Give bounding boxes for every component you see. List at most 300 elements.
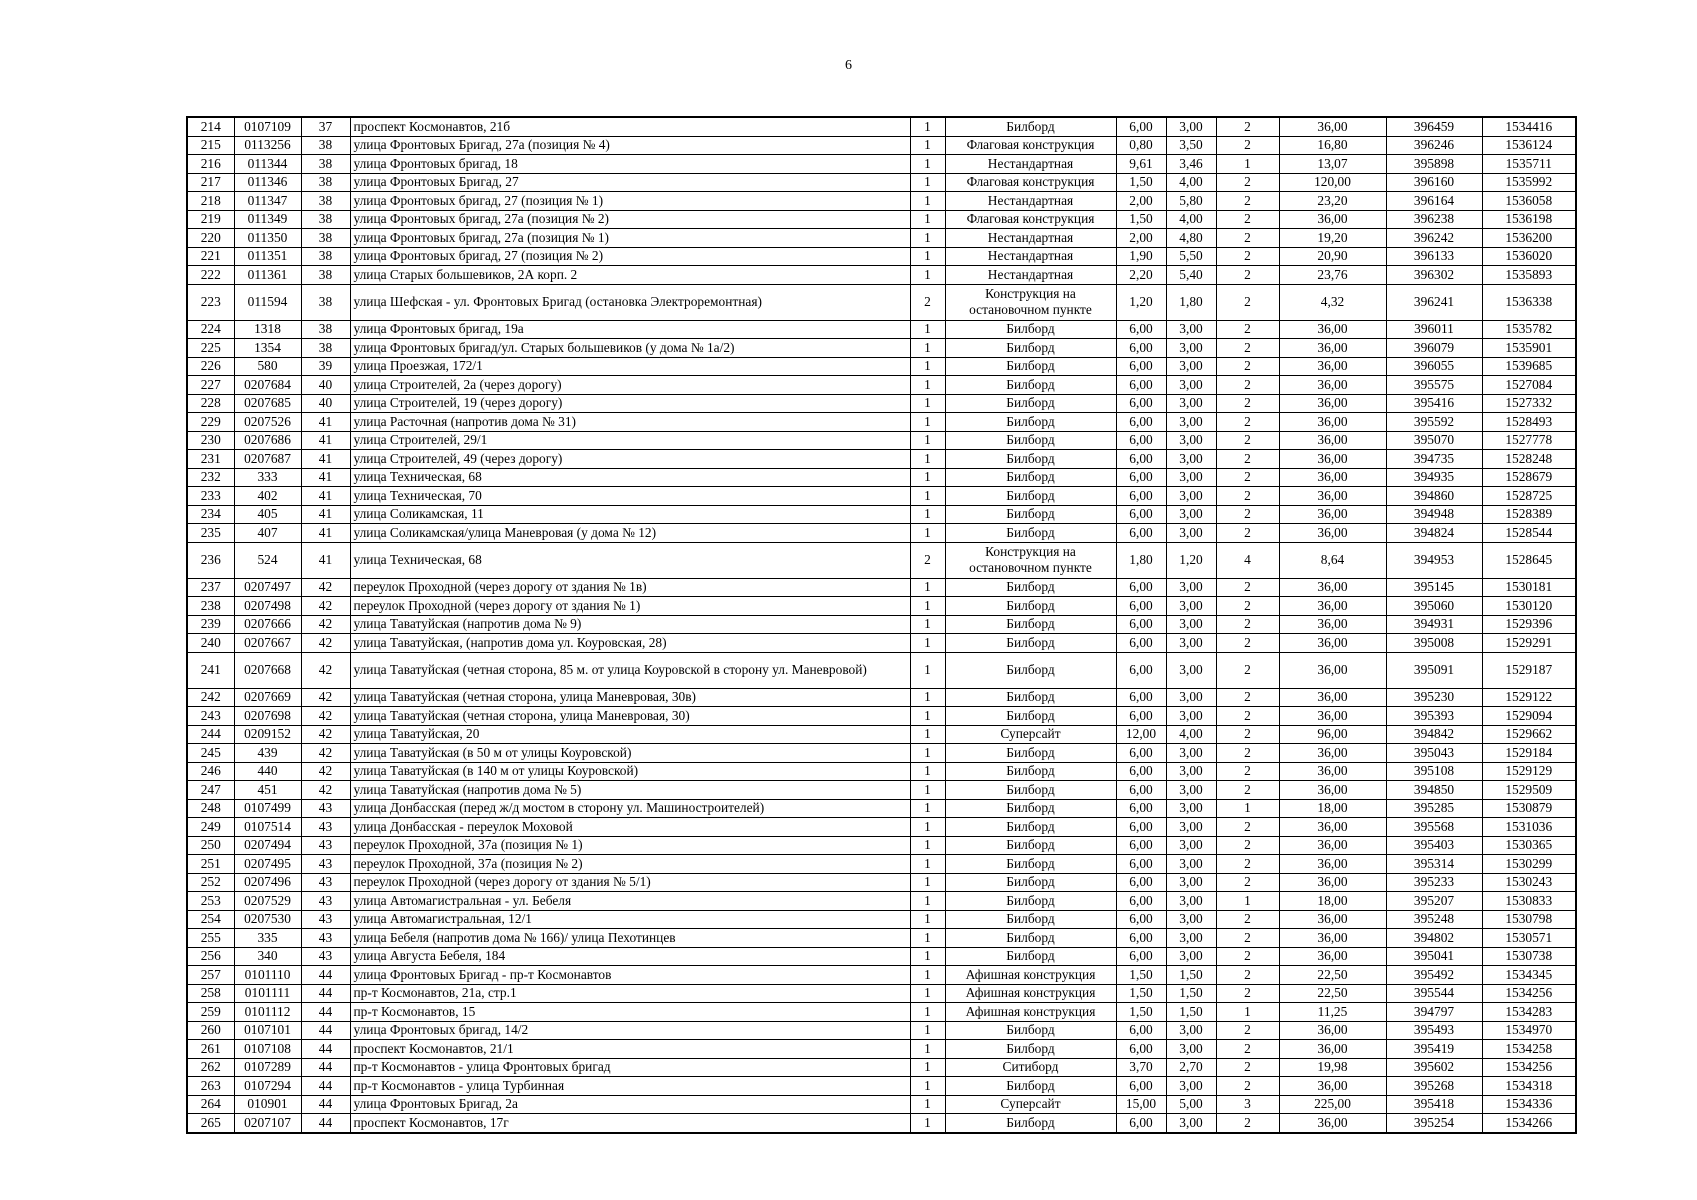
cell-coord-y: 1529184 [1482, 744, 1576, 763]
cell-construction-type: Билборд [945, 1114, 1116, 1133]
cell-width: 6,00 [1116, 855, 1166, 874]
cell-coord-x: 394735 [1386, 450, 1482, 469]
table-row [187, 357, 1576, 376]
cell-coord-y: 1528389 [1482, 505, 1576, 524]
cell-sides-count: 1 [910, 855, 945, 874]
cell-width: 0,80 [1116, 136, 1166, 155]
cell-faces: 2 [1216, 468, 1279, 487]
cell-faces: 2 [1216, 873, 1279, 892]
cell-construction-code: 405 [234, 505, 301, 524]
cell-height: 3,00 [1166, 578, 1216, 597]
cell-construction-type: Билборд [945, 339, 1116, 358]
table-row [187, 136, 1576, 155]
cell-width: 6,00 [1116, 320, 1166, 339]
cell-width: 6,00 [1116, 910, 1166, 929]
cell-height: 3,00 [1166, 1077, 1216, 1096]
cell-faces: 2 [1216, 117, 1279, 136]
cell-district-code: 44 [301, 966, 350, 985]
cell-area: 36,00 [1279, 929, 1386, 948]
cell-faces: 2 [1216, 450, 1279, 469]
cell-address: улица Соликамская, 11 [350, 505, 910, 524]
cell-construction-code: 0207686 [234, 431, 301, 450]
cell-coord-y: 1530120 [1482, 597, 1576, 616]
cell-height: 3,00 [1166, 892, 1216, 911]
cell-address: улица Фронтовых Бригад, 27 [350, 173, 910, 192]
cell-height: 3,00 [1166, 117, 1216, 136]
cell-construction-type: Билборд [945, 947, 1116, 966]
cell-coord-y: 1529662 [1482, 725, 1576, 744]
cell-district-code: 43 [301, 873, 350, 892]
cell-sides-count: 1 [910, 320, 945, 339]
cell-sides-count: 1 [910, 1058, 945, 1077]
cell-width: 6,00 [1116, 707, 1166, 726]
cell-coord-x: 394842 [1386, 725, 1482, 744]
cell-coord-x: 395544 [1386, 984, 1482, 1003]
cell-height: 4,80 [1166, 229, 1216, 248]
cell-faces: 3 [1216, 1095, 1279, 1114]
cell-address: улица Строителей, 29/1 [350, 431, 910, 450]
cell-construction-code: 0207526 [234, 413, 301, 432]
cell-coord-y: 1534318 [1482, 1077, 1576, 1096]
cell-district-code: 40 [301, 394, 350, 413]
table-row [187, 984, 1576, 1003]
cell-height: 3,00 [1166, 707, 1216, 726]
cell-width: 6,00 [1116, 468, 1166, 487]
cell-row-number: 230 [187, 431, 234, 450]
cell-construction-code: 011349 [234, 210, 301, 229]
cell-district-code: 42 [301, 634, 350, 653]
cell-faces: 2 [1216, 707, 1279, 726]
cell-construction-type: Билборд [945, 1077, 1116, 1096]
cell-address: переулок Проходной, 37а (позиция № 2) [350, 855, 910, 874]
cell-width: 1,50 [1116, 1003, 1166, 1022]
cell-row-number: 232 [187, 468, 234, 487]
cell-coord-y: 1529122 [1482, 688, 1576, 707]
table-row [187, 1021, 1576, 1040]
cell-construction-type: Суперсайт [945, 725, 1116, 744]
cell-coord-x: 394935 [1386, 468, 1482, 487]
cell-row-number: 248 [187, 799, 234, 818]
cell-width: 6,00 [1116, 892, 1166, 911]
cell-construction-code: 1354 [234, 339, 301, 358]
cell-coord-x: 394948 [1386, 505, 1482, 524]
cell-construction-code: 451 [234, 781, 301, 800]
cell-address: переулок Проходной (через дорогу от здания № 1в) [350, 578, 910, 597]
page-number: 6 [845, 58, 852, 73]
cell-width: 12,00 [1116, 725, 1166, 744]
cell-coord-x: 395108 [1386, 762, 1482, 781]
cell-coord-y: 1530181 [1482, 578, 1576, 597]
cell-coord-x: 396164 [1386, 192, 1482, 211]
cell-coord-x: 396160 [1386, 173, 1482, 192]
cell-construction-code: 1318 [234, 320, 301, 339]
cell-address: переулок Проходной (через дорогу от здания № 1) [350, 597, 910, 616]
table-row [187, 762, 1576, 781]
cell-coord-x: 394824 [1386, 524, 1482, 543]
cell-row-number: 253 [187, 892, 234, 911]
cell-faces: 2 [1216, 192, 1279, 211]
cell-height: 2,70 [1166, 1058, 1216, 1077]
cell-row-number: 254 [187, 910, 234, 929]
cell-address: проспект Космонавтов, 21б [350, 117, 910, 136]
cell-faces: 2 [1216, 725, 1279, 744]
cell-construction-code: 0101112 [234, 1003, 301, 1022]
cell-row-number: 265 [187, 1114, 234, 1133]
table-row [187, 394, 1576, 413]
cell-address: улица Таватуйская (четная сторона, улица Маневровая, 30) [350, 707, 910, 726]
cell-construction-code: 0207498 [234, 597, 301, 616]
cell-address: улица Автомагистральная - ул. Бебеля [350, 892, 910, 911]
cell-width: 1,90 [1116, 247, 1166, 266]
cell-width: 6,00 [1116, 688, 1166, 707]
table-row [187, 339, 1576, 358]
cell-sides-count: 1 [910, 725, 945, 744]
table-row [187, 892, 1576, 911]
cell-construction-code: 0207667 [234, 634, 301, 653]
cell-area: 36,00 [1279, 505, 1386, 524]
cell-faces: 2 [1216, 966, 1279, 985]
cell-faces: 2 [1216, 376, 1279, 395]
cell-row-number: 231 [187, 450, 234, 469]
cell-address: улица Фронтовых бригад, 27а (позиция № 2) [350, 210, 910, 229]
cell-address: улица Таватуйская (четная сторона, улица Маневровая, 30в) [350, 688, 910, 707]
cell-sides-count: 2 [910, 284, 945, 320]
cell-construction-code: 402 [234, 487, 301, 506]
cell-construction-code: 011344 [234, 155, 301, 174]
cell-sides-count: 1 [910, 505, 945, 524]
cell-address: улица Фронтовых Бригад, 27а (позиция № 4) [350, 136, 910, 155]
table-row [187, 173, 1576, 192]
cell-address: улица Таватуйская (в 140 м от улицы Коуровской) [350, 762, 910, 781]
table-row [187, 1003, 1576, 1022]
cell-construction-code: 011361 [234, 266, 301, 285]
cell-address: улица Таватуйская, 20 [350, 725, 910, 744]
cell-height: 1,20 [1166, 542, 1216, 578]
cell-district-code: 44 [301, 1058, 350, 1077]
cell-faces: 2 [1216, 136, 1279, 155]
cell-construction-code: 0207107 [234, 1114, 301, 1133]
cell-area: 36,00 [1279, 450, 1386, 469]
cell-height: 3,00 [1166, 524, 1216, 543]
cell-row-number: 216 [187, 155, 234, 174]
cell-area: 36,00 [1279, 652, 1386, 688]
cell-width: 6,00 [1116, 1077, 1166, 1096]
cell-faces: 2 [1216, 652, 1279, 688]
table-row [187, 192, 1576, 211]
cell-construction-code: 0207669 [234, 688, 301, 707]
cell-area: 16,80 [1279, 136, 1386, 155]
table-row [187, 1077, 1576, 1096]
cell-faces: 2 [1216, 818, 1279, 837]
cell-coord-x: 395285 [1386, 799, 1482, 818]
cell-district-code: 41 [301, 505, 350, 524]
cell-faces: 2 [1216, 947, 1279, 966]
cell-district-code: 41 [301, 542, 350, 578]
table-row [187, 468, 1576, 487]
cell-height: 1,80 [1166, 284, 1216, 320]
cell-district-code: 44 [301, 1095, 350, 1114]
cell-construction-type: Билборд [945, 1040, 1116, 1059]
cell-construction-code: 0107514 [234, 818, 301, 837]
cell-sides-count: 1 [910, 873, 945, 892]
cell-row-number: 250 [187, 836, 234, 855]
cell-row-number: 224 [187, 320, 234, 339]
cell-area: 36,00 [1279, 818, 1386, 837]
cell-construction-type: Билборд [945, 524, 1116, 543]
cell-coord-x: 395592 [1386, 413, 1482, 432]
cell-area: 36,00 [1279, 781, 1386, 800]
table-row [187, 155, 1576, 174]
cell-address: улица Строителей, 19 (через дорогу) [350, 394, 910, 413]
cell-area: 36,00 [1279, 744, 1386, 763]
cell-district-code: 44 [301, 1003, 350, 1022]
table-row [187, 117, 1576, 136]
cell-construction-code: 010901 [234, 1095, 301, 1114]
cell-faces: 2 [1216, 339, 1279, 358]
cell-row-number: 259 [187, 1003, 234, 1022]
cell-width: 6,00 [1116, 929, 1166, 948]
cell-district-code: 42 [301, 652, 350, 688]
cell-coord-x: 395492 [1386, 966, 1482, 985]
cell-coord-y: 1530365 [1482, 836, 1576, 855]
cell-address: пр-т Космонавтов, 21а, стр.1 [350, 984, 910, 1003]
cell-width: 6,00 [1116, 487, 1166, 506]
table-row [187, 487, 1576, 506]
registry-body [187, 117, 1576, 1133]
cell-coord-x: 394797 [1386, 1003, 1482, 1022]
cell-width: 2,20 [1116, 266, 1166, 285]
cell-width: 6,00 [1116, 413, 1166, 432]
cell-area: 36,00 [1279, 468, 1386, 487]
cell-coord-y: 1534256 [1482, 1058, 1576, 1077]
cell-coord-x: 395403 [1386, 836, 1482, 855]
cell-coord-y: 1529396 [1482, 615, 1576, 634]
cell-district-code: 44 [301, 984, 350, 1003]
cell-sides-count: 1 [910, 210, 945, 229]
cell-sides-count: 1 [910, 357, 945, 376]
cell-coord-y: 1535992 [1482, 173, 1576, 192]
cell-address: улица Техническая, 68 [350, 542, 910, 578]
table-row [187, 524, 1576, 543]
cell-area: 36,00 [1279, 578, 1386, 597]
cell-row-number: 215 [187, 136, 234, 155]
cell-district-code: 38 [301, 136, 350, 155]
cell-row-number: 217 [187, 173, 234, 192]
cell-construction-type: Билборд [945, 836, 1116, 855]
cell-sides-count: 1 [910, 117, 945, 136]
cell-faces: 2 [1216, 762, 1279, 781]
cell-district-code: 44 [301, 1021, 350, 1040]
cell-district-code: 43 [301, 855, 350, 874]
cell-construction-code: 0207698 [234, 707, 301, 726]
cell-row-number: 251 [187, 855, 234, 874]
cell-coord-y: 1536200 [1482, 229, 1576, 248]
cell-construction-type: Билборд [945, 117, 1116, 136]
cell-faces: 1 [1216, 1003, 1279, 1022]
cell-height: 3,00 [1166, 836, 1216, 855]
cell-area: 36,00 [1279, 339, 1386, 358]
cell-construction-code: 0209152 [234, 725, 301, 744]
cell-faces: 2 [1216, 320, 1279, 339]
cell-district-code: 43 [301, 910, 350, 929]
cell-width: 1,50 [1116, 984, 1166, 1003]
cell-district-code: 42 [301, 688, 350, 707]
cell-district-code: 41 [301, 413, 350, 432]
cell-coord-x: 395393 [1386, 707, 1482, 726]
cell-area: 23,20 [1279, 192, 1386, 211]
cell-address: улица Фронтовых бригад/ул. Старых большевиков (у дома № 1а/2) [350, 339, 910, 358]
cell-coord-y: 1528248 [1482, 450, 1576, 469]
cell-district-code: 41 [301, 450, 350, 469]
cell-construction-type: Конструкция на остановочном пункте [945, 542, 1116, 578]
cell-row-number: 235 [187, 524, 234, 543]
cell-row-number: 221 [187, 247, 234, 266]
cell-area: 19,20 [1279, 229, 1386, 248]
cell-width: 6,00 [1116, 652, 1166, 688]
cell-coord-y: 1528679 [1482, 468, 1576, 487]
cell-faces: 2 [1216, 487, 1279, 506]
cell-address: улица Донбасская - переулок Моховой [350, 818, 910, 837]
cell-construction-type: Билборд [945, 762, 1116, 781]
table-row [187, 1058, 1576, 1077]
cell-row-number: 240 [187, 634, 234, 653]
cell-coord-y: 1529187 [1482, 652, 1576, 688]
table-row [187, 929, 1576, 948]
cell-faces: 2 [1216, 744, 1279, 763]
cell-row-number: 238 [187, 597, 234, 616]
cell-coord-x: 395248 [1386, 910, 1482, 929]
cell-construction-code: 011350 [234, 229, 301, 248]
cell-width: 3,70 [1116, 1058, 1166, 1077]
cell-construction-code: 0107101 [234, 1021, 301, 1040]
cell-faces: 2 [1216, 855, 1279, 874]
cell-faces: 1 [1216, 155, 1279, 174]
cell-sides-count: 1 [910, 966, 945, 985]
cell-height: 3,00 [1166, 818, 1216, 837]
cell-area: 36,00 [1279, 597, 1386, 616]
cell-row-number: 237 [187, 578, 234, 597]
cell-area: 36,00 [1279, 1040, 1386, 1059]
cell-area: 96,00 [1279, 725, 1386, 744]
cell-district-code: 38 [301, 229, 350, 248]
cell-construction-code: 340 [234, 947, 301, 966]
table-row [187, 320, 1576, 339]
table-row [187, 597, 1576, 616]
cell-district-code: 42 [301, 725, 350, 744]
cell-construction-code: 335 [234, 929, 301, 948]
cell-area: 36,00 [1279, 855, 1386, 874]
table-row [187, 247, 1576, 266]
cell-sides-count: 1 [910, 247, 945, 266]
cell-construction-type: Нестандартная [945, 155, 1116, 174]
cell-sides-count: 1 [910, 578, 945, 597]
cell-district-code: 43 [301, 836, 350, 855]
cell-construction-type: Билборд [945, 578, 1116, 597]
cell-sides-count: 2 [910, 542, 945, 578]
cell-area: 18,00 [1279, 892, 1386, 911]
cell-area: 11,25 [1279, 1003, 1386, 1022]
cell-construction-type: Флаговая конструкция [945, 136, 1116, 155]
table-row [187, 413, 1576, 432]
cell-construction-type: Афишная конструкция [945, 966, 1116, 985]
cell-area: 18,00 [1279, 799, 1386, 818]
cell-faces: 2 [1216, 688, 1279, 707]
cell-width: 1,50 [1116, 173, 1166, 192]
cell-district-code: 42 [301, 597, 350, 616]
cell-row-number: 247 [187, 781, 234, 800]
cell-coord-y: 1529129 [1482, 762, 1576, 781]
cell-coord-x: 395575 [1386, 376, 1482, 395]
cell-coord-x: 395416 [1386, 394, 1482, 413]
cell-row-number: 228 [187, 394, 234, 413]
cell-district-code: 44 [301, 1114, 350, 1133]
cell-width: 6,00 [1116, 1021, 1166, 1040]
cell-coord-y: 1535711 [1482, 155, 1576, 174]
cell-construction-type: Билборд [945, 357, 1116, 376]
cell-construction-type: Билборд [945, 450, 1116, 469]
cell-height: 3,00 [1166, 929, 1216, 948]
cell-coord-x: 395091 [1386, 652, 1482, 688]
cell-coord-x: 395145 [1386, 578, 1482, 597]
cell-area: 36,00 [1279, 836, 1386, 855]
cell-row-number: 261 [187, 1040, 234, 1059]
cell-address: переулок Проходной, 37а (позиция № 1) [350, 836, 910, 855]
cell-address: переулок Проходной (через дорогу от здания № 5/1) [350, 873, 910, 892]
cell-district-code: 43 [301, 947, 350, 966]
cell-sides-count: 1 [910, 468, 945, 487]
cell-height: 3,00 [1166, 468, 1216, 487]
cell-width: 6,00 [1116, 376, 1166, 395]
cell-width: 1,20 [1116, 284, 1166, 320]
cell-faces: 2 [1216, 229, 1279, 248]
cell-coord-y: 1529291 [1482, 634, 1576, 653]
cell-coord-x: 395254 [1386, 1114, 1482, 1133]
cell-construction-code: 011346 [234, 173, 301, 192]
cell-coord-x: 396055 [1386, 357, 1482, 376]
cell-row-number: 241 [187, 652, 234, 688]
cell-height: 3,00 [1166, 1114, 1216, 1133]
cell-construction-type: Билборд [945, 652, 1116, 688]
cell-height: 3,00 [1166, 781, 1216, 800]
cell-coord-y: 1527778 [1482, 431, 1576, 450]
cell-construction-code: 407 [234, 524, 301, 543]
cell-district-code: 42 [301, 707, 350, 726]
cell-district-code: 38 [301, 210, 350, 229]
cell-faces: 2 [1216, 413, 1279, 432]
cell-coord-y: 1535782 [1482, 320, 1576, 339]
cell-height: 3,00 [1166, 799, 1216, 818]
cell-row-number: 257 [187, 966, 234, 985]
cell-district-code: 41 [301, 468, 350, 487]
cell-construction-code: 0107108 [234, 1040, 301, 1059]
cell-coord-x: 395041 [1386, 947, 1482, 966]
cell-width: 6,00 [1116, 450, 1166, 469]
cell-area: 4,32 [1279, 284, 1386, 320]
cell-width: 6,00 [1116, 781, 1166, 800]
cell-area: 36,00 [1279, 615, 1386, 634]
cell-address: улица Техническая, 68 [350, 468, 910, 487]
cell-construction-type: Билборд [945, 413, 1116, 432]
cell-district-code: 43 [301, 892, 350, 911]
cell-faces: 2 [1216, 247, 1279, 266]
table-row [187, 818, 1576, 837]
cell-coord-y: 1528493 [1482, 413, 1576, 432]
cell-address: улица Расточная (напротив дома № 31) [350, 413, 910, 432]
cell-row-number: 239 [187, 615, 234, 634]
cell-construction-type: Билборд [945, 376, 1116, 395]
cell-sides-count: 1 [910, 450, 945, 469]
cell-coord-x: 394953 [1386, 542, 1482, 578]
